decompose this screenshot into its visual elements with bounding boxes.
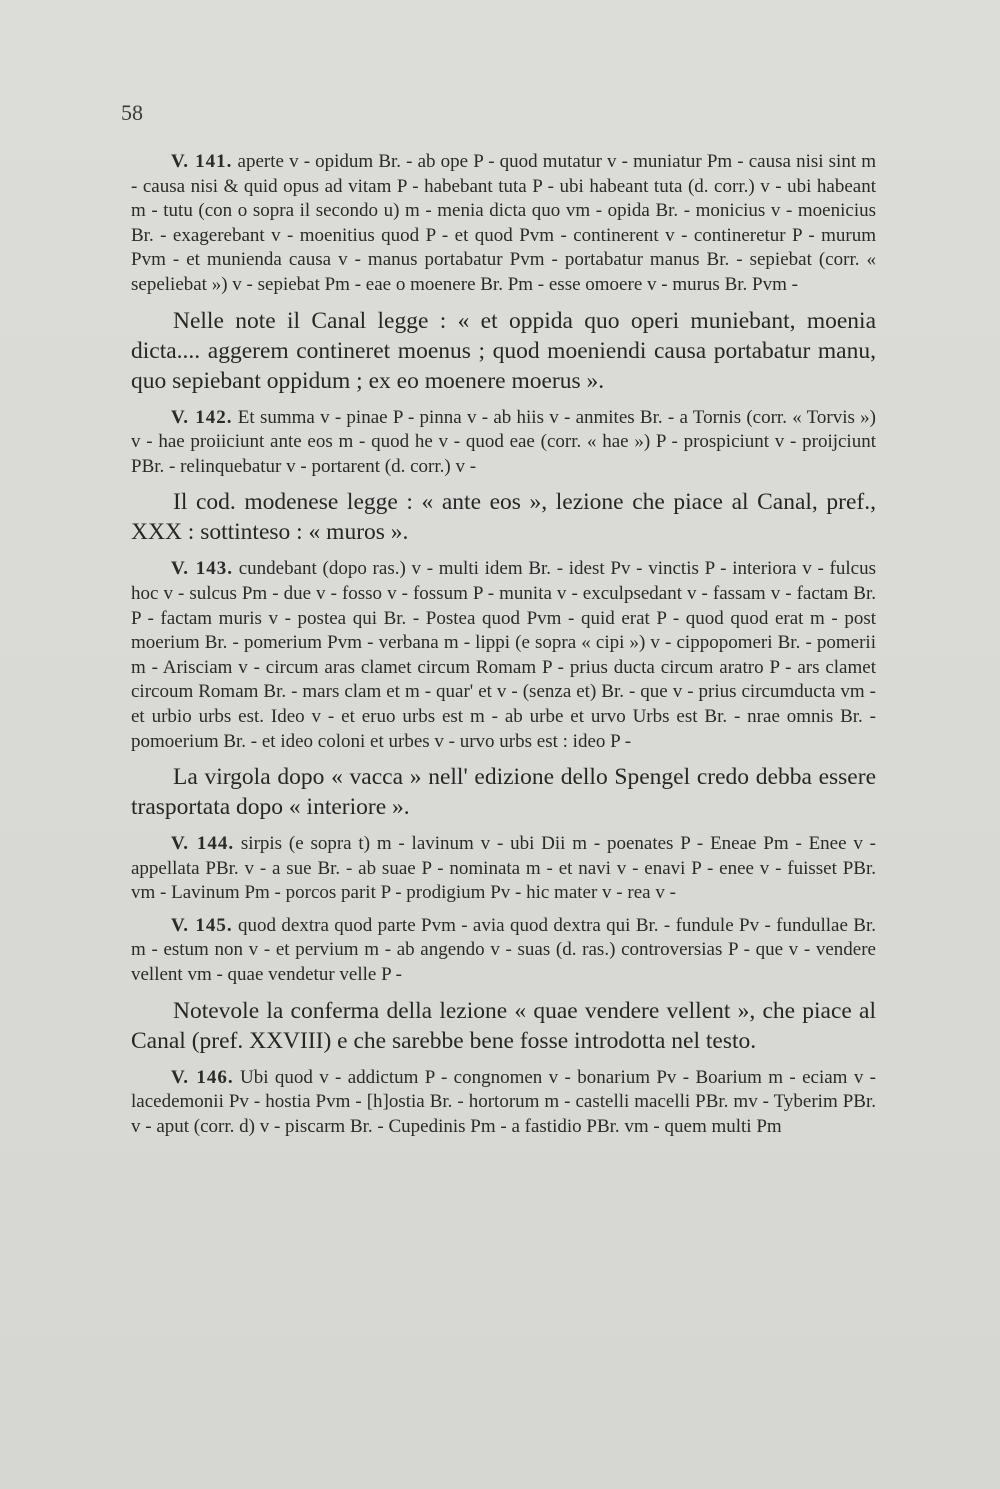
commentary-paragraph: Nelle note il Canal legge : « et oppida quo operi muniebant, moenia dicta.... aggerem contineret moenus ; quod moeniendi causa portabatur manu, quo sepiebant oppidum ; ex eo moenere moerus ».	[131, 307, 876, 394]
note-text: quod dextra quod parte Pvm - avia quod dextra qui Br. - fundule Pv - fundullae Br. m - estum non v - et pervium m - ab angendo v - suas (d. ras.) controversias P - que v - vendere vellent vm - quae vendetur velle P -	[131, 914, 877, 986]
commentary-paragraph: La virgola dopo « vacca » nell' edizione dello Spengel credo debba essere trasportata dopo « interiore ».	[131, 764, 876, 821]
verse-label: V. 141.	[171, 151, 233, 172]
verse-label: V. 143.	[171, 558, 233, 580]
critical-note-v145	[131, 914, 876, 988]
note-text: Ubi quod v - addictum P - congnomen v - bonarium Pv - Boarium m - eciam v - lacedemonii Pv - hostia Pvm - [h]ostia Br. - hortorum m - castelli macelli PBr. mv - Tyberim PBr. v - aput (corr. d) v - piscarm Br. - Cupedinis Pm - a fastidio PBr. vm - quem multi Pm	[131, 1066, 876, 1137]
verse-label: V. 146.	[171, 1066, 234, 1088]
note-text: sirpis (e sopra t) m - lavinum v - ubi Dii m - poenates P - Eneae Pm - Enee v - appellata PBr. v - a sue Br. - ab suae P - nominata m - et navi v - enavi P - enee v - fuisset PBr. vm - Lavinum Pm - porcos parit P - prodigium Pv - hic mater v - rea v -	[131, 833, 876, 904]
page-body	[131, 150, 876, 1147]
note-text: Et summa v - pinae P - pinna v - ab hiis v - anmites Br. - a Tornis (corr. « Torvis ») v - hae proiiciunt ante eos m - quod he v - quod eae (corr. « hae ») P - prospiciunt v - proijciunt PBr. - relinquebatur v - portarent (d. corr.) v -	[131, 406, 876, 477]
note-text: aperte v - opidum Br. - ab ope P - quod mutatur v - muniatur Pm - causa nisi sint m - causa nisi & quid opus ad vitam P - habebant tuta P - ubi habeant tuta (d. corr.) v - ubi habeant m - tutu (con o sopra il secondo u) m - menia dicta quo vm - opida Br. - monicius v - moenicius Br. - exagerebant v - moenitius quod P - et quod Pvm - continerent v - contineretur P - murum Pvm - et munienda causa v - manus portabatur Pvm - portabatur manus Br. - sepiebat (corr. « sepeliebat ») v - sepiebat Pm - eae o moenere Br. Pm - esse omoere v - murus Br. Pvm -	[131, 151, 877, 295]
page-number: 58	[121, 100, 143, 125]
verse-label: V. 145.	[171, 914, 233, 936]
commentary-paragraph: Notevole la conferma della lezione « quae vendere vellent », che piace al Canal (pref. XXVIII) e che sarebbe bene fosse introdotta nel testo.	[131, 997, 876, 1054]
critical-note-v144	[131, 832, 876, 906]
critical-note-v141	[131, 150, 876, 298]
critical-note-v142	[131, 406, 876, 480]
note-text: cundebant (dopo ras.) v - multi idem Br. - idest Pv - vinctis P - interiora v - fulcus hoc v - sulcus Pm - due v - fosso v - fossum P - munita v - exculpsedant v - fassam v - factam Br. P - factam muris v - postea qui Br. - Postea quod Pvm - quid erat P - quod quod erat m - post moerium Br. - pomerium Pvm - verbana m - lippi (e sopra « cipi ») v - cippopomeri Br. - pomerii m - Arisciam v - circum aras clamet circum Romam P - prius ducta circum aratro P - ars clamet circoum Romam Br. - mars clam et m - quar' et v - (senza et) Br. - que v - prius circumducta vm - et urbio urbs est. Ideo v - et eruo urbs est m - ab urbe et urvo Urbs est Br. - nrae omnis Br. - pomoerium Br. - et ideo coloni et urbes v - urvo urbs est : ideo P -	[131, 558, 876, 752]
commentary-paragraph: Il cod. modenese legge : « ante eos », lezione che piace al Canal, pref., XXX : sottinteso : « muros ».	[131, 489, 876, 546]
critical-note-v146	[131, 1066, 876, 1140]
verse-label: V. 144.	[171, 833, 235, 855]
critical-note-v143	[131, 557, 876, 754]
verse-label: V. 142.	[171, 406, 233, 428]
